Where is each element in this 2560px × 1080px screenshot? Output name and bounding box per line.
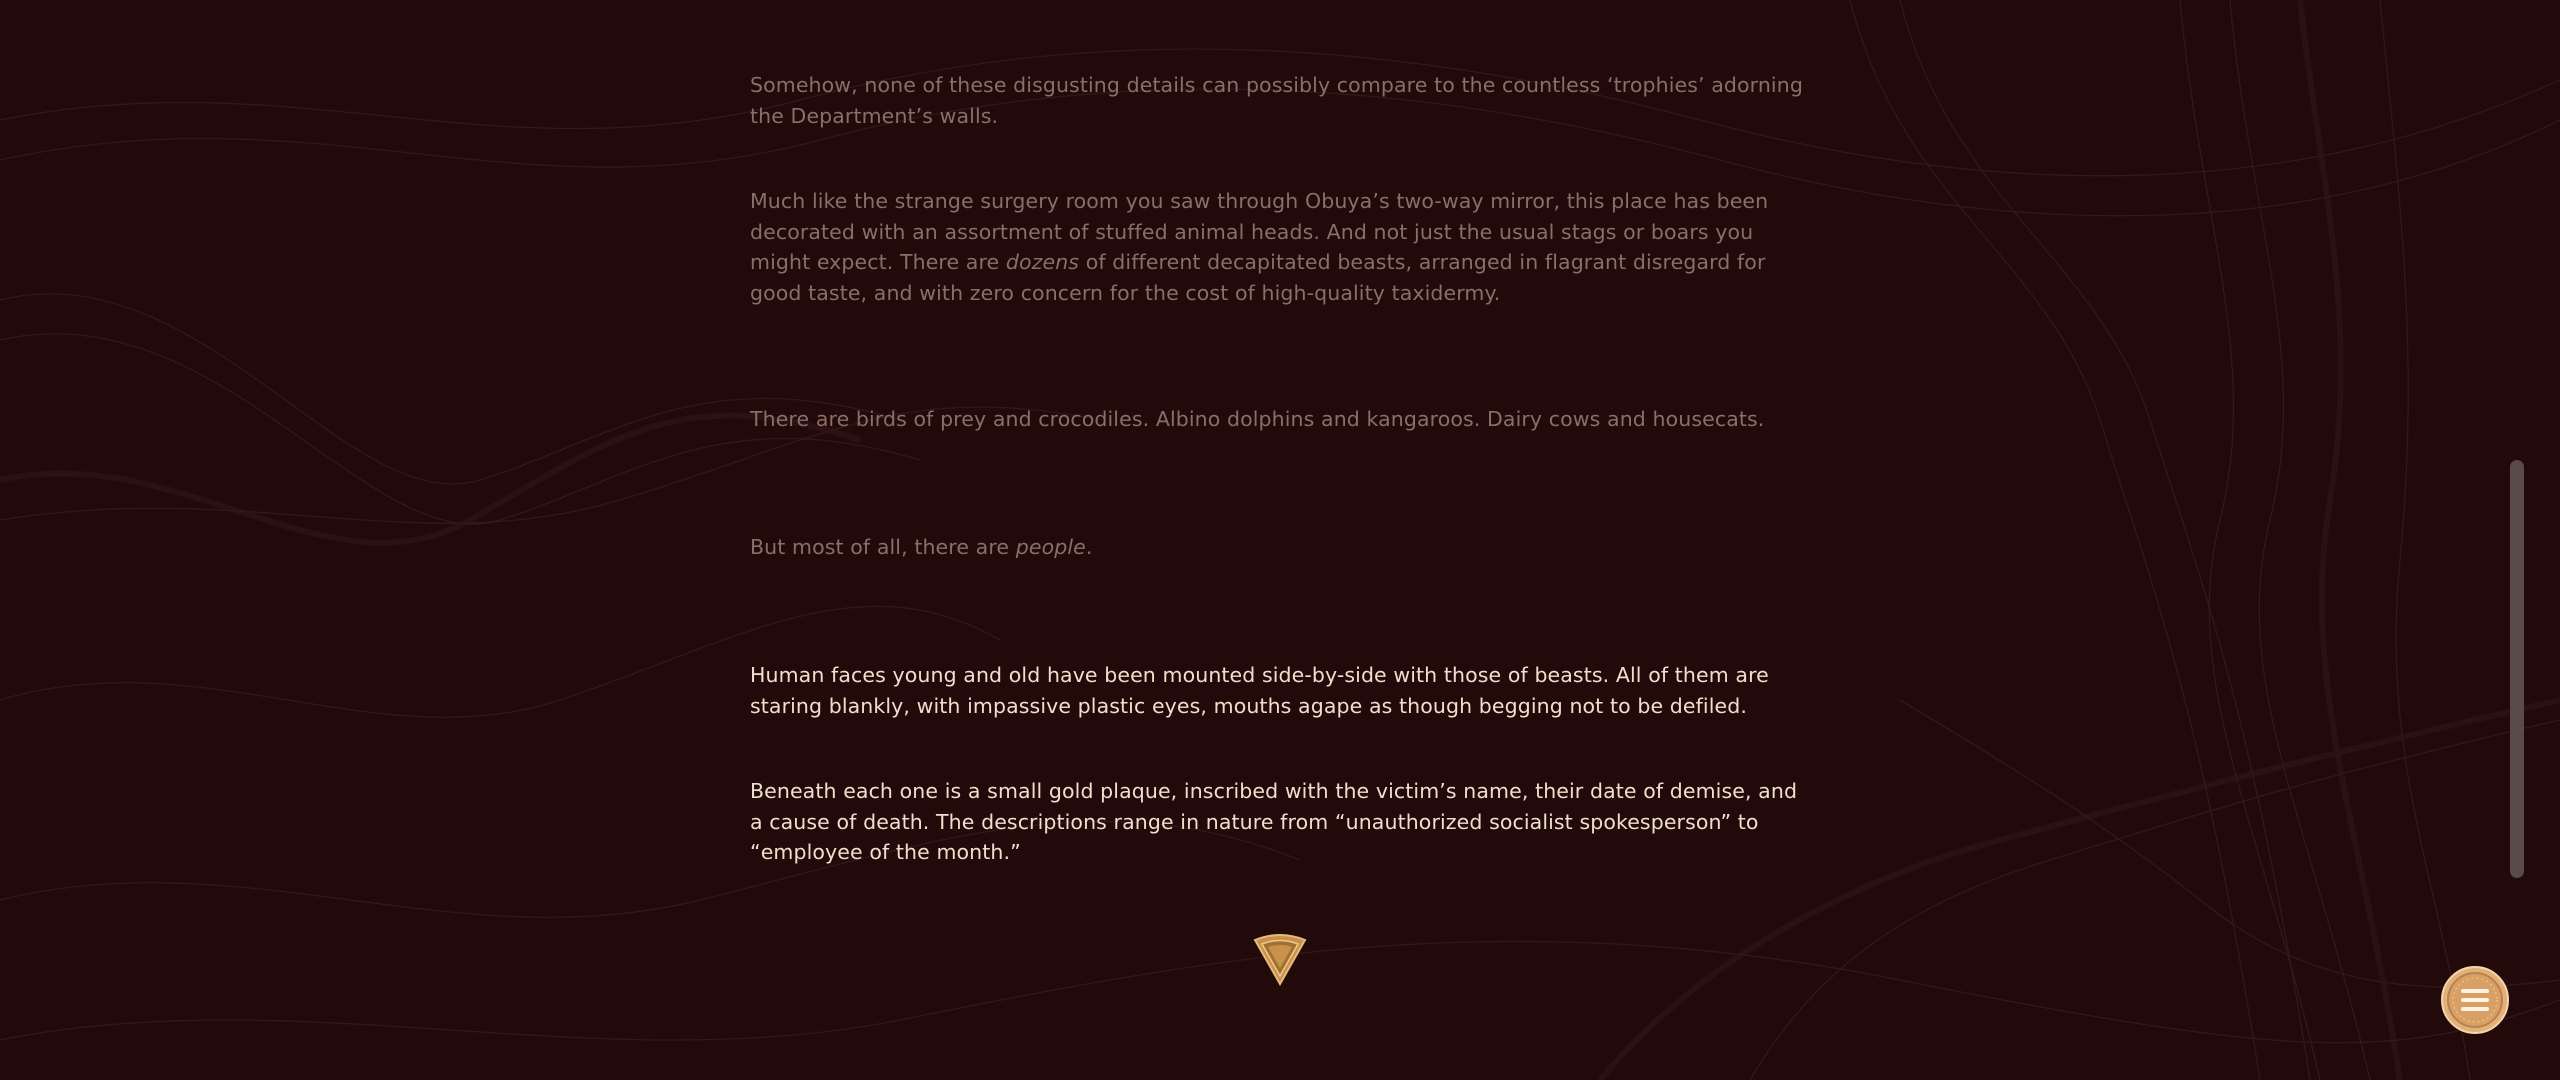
paragraph-text: Human faces young and old have been mounted side-by-side with those of beasts. All of them are staring blankly, with impassive plastic eyes, mouths agape as though begging not to be defiled. — [750, 663, 1769, 718]
menu-button[interactable] — [2440, 965, 2510, 1035]
paragraph-text: There are birds of prey and crocodiles. Albino dolphins and kangaroos. Dairy cows and housecats. — [750, 407, 1765, 431]
story-paragraph — [750, 776, 1815, 868]
story-paragraph — [750, 532, 1815, 563]
story-paragraph — [750, 404, 1815, 435]
hamburger-menu-icon — [2440, 965, 2510, 1035]
story-paragraph — [750, 660, 1815, 721]
story-paragraph — [750, 186, 1815, 308]
paragraph-text: of different decapitated beasts, arranged in flagrant disregard for good taste, and with zero concern for the cost of high-quality taxidermy. — [750, 250, 1766, 305]
paragraph-emphasis: people — [1015, 535, 1086, 559]
paragraph-text: Beneath each one is a small gold plaque, inscribed with the victim’s name, their date of demise, and a cause of death. The descriptions range in nature from “unauthorized socialist spokesperson” to “employee of the month.” — [750, 779, 1798, 864]
shield-chevron-icon — [1252, 934, 1308, 986]
story-paragraph — [750, 70, 1815, 131]
paragraph-text: . — [1085, 535, 1093, 559]
paragraph-text: Somehow, none of these disgusting details can possibly compare to the countless ‘trophies’ adorning the Department’s walls. — [750, 73, 1803, 128]
paragraph-text: But most of all, there are — [750, 535, 1016, 559]
continue-button[interactable] — [1252, 934, 1308, 986]
paragraph-text: Much like the strange surgery room you saw through Obuya’s two-way mirror, this place has been decorated with an assortment of stuffed animal heads. And not just the usual stags or boars you might expect. There are — [750, 189, 1769, 274]
scrollbar-thumb[interactable] — [2510, 460, 2524, 878]
paragraph-emphasis: dozens — [1005, 250, 1080, 274]
